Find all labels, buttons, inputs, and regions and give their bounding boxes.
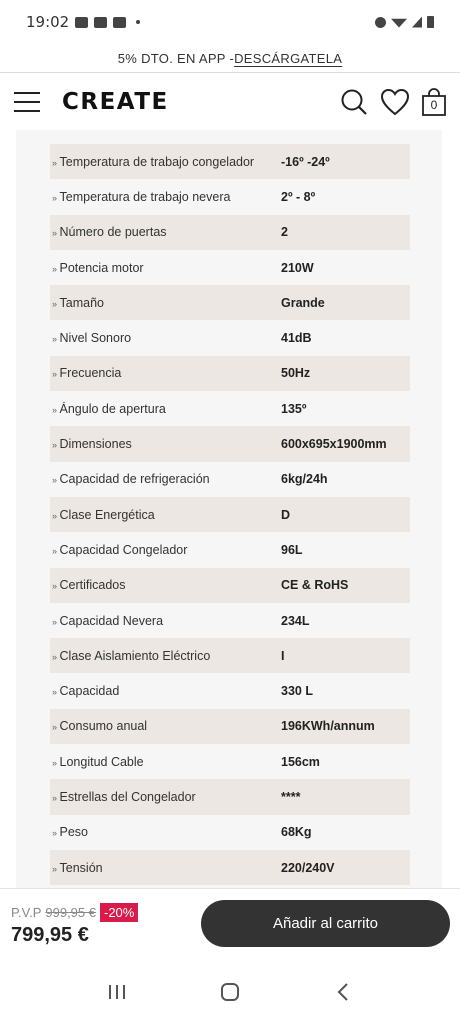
spec-row bbox=[50, 285, 410, 320]
spec-label: » Capacidad Nevera bbox=[50, 614, 281, 628]
spec-label: » Peso bbox=[50, 825, 281, 839]
promo-banner bbox=[0, 44, 460, 73]
spec-value: 2 bbox=[281, 225, 288, 240]
status-left bbox=[26, 13, 140, 31]
spec-row bbox=[50, 568, 410, 603]
gallery-notification-icon bbox=[75, 17, 88, 28]
youtube-notification-icon bbox=[113, 17, 126, 28]
spec-value: I bbox=[281, 648, 285, 663]
back-icon bbox=[336, 982, 350, 1002]
spec-label: » Nivel Sonoro bbox=[50, 331, 281, 345]
spec-label: » Tamaño bbox=[50, 296, 281, 310]
header-actions bbox=[340, 88, 446, 116]
promo-download-link[interactable]: DESCÁRGATELA bbox=[234, 50, 343, 66]
heart-icon[interactable] bbox=[380, 88, 410, 116]
spec-row bbox=[50, 638, 410, 673]
spec-label: » Capacidad bbox=[50, 684, 281, 698]
spec-value: 600x695x1900mm bbox=[281, 437, 387, 452]
spec-label: » Longitud Cable bbox=[50, 755, 281, 769]
status-right bbox=[375, 16, 434, 28]
spec-row bbox=[50, 320, 410, 355]
spec-value: 2º - 8º bbox=[281, 189, 316, 204]
old-price: 999,95 € bbox=[45, 905, 96, 920]
mail-notification-icon bbox=[94, 17, 107, 28]
spec-label: » Temperatura de trabajo nevera bbox=[50, 190, 281, 204]
spec-value: 41dB bbox=[281, 331, 312, 346]
spec-row bbox=[50, 356, 410, 391]
status-bar bbox=[0, 0, 460, 44]
site-header bbox=[0, 74, 460, 130]
back-button[interactable] bbox=[328, 977, 358, 1007]
spec-row bbox=[50, 744, 410, 779]
clock: 19:02 bbox=[26, 13, 70, 31]
spec-row bbox=[50, 426, 410, 461]
alarm-icon bbox=[375, 17, 386, 28]
product-specs-panel bbox=[16, 130, 442, 888]
spec-label: » Capacidad de refrigeración bbox=[50, 472, 281, 486]
spec-label: » Consumo anual bbox=[50, 719, 281, 733]
spec-value: Grande bbox=[281, 295, 325, 310]
battery-icon bbox=[427, 16, 434, 28]
spec-label: » Número de puertas bbox=[50, 225, 281, 239]
spec-row bbox=[50, 250, 410, 285]
spec-label: » Temperatura de trabajo congelador bbox=[50, 155, 281, 169]
signal-icon bbox=[412, 17, 422, 28]
spec-value: 135º bbox=[281, 401, 307, 416]
spec-row bbox=[50, 815, 410, 850]
spec-value: -16º -24º bbox=[281, 154, 330, 169]
spec-label: » Tensión bbox=[50, 861, 281, 875]
spec-row bbox=[50, 391, 410, 426]
spec-row bbox=[50, 779, 410, 814]
spec-label: » Clase Aislamiento Eléctrico bbox=[50, 649, 281, 663]
recent-apps-icon bbox=[107, 983, 127, 1001]
spec-row bbox=[50, 144, 410, 179]
spec-label: » Capacidad Congelador bbox=[50, 543, 281, 557]
spec-row bbox=[50, 497, 410, 532]
specs-table bbox=[50, 144, 410, 885]
spec-row bbox=[50, 179, 410, 214]
spec-label: » Potencia motor bbox=[50, 261, 281, 275]
spec-row bbox=[50, 673, 410, 708]
discount-badge: -20% bbox=[100, 903, 138, 922]
cart-button[interactable] bbox=[422, 88, 446, 116]
spec-value: **** bbox=[281, 789, 301, 804]
spec-value: 50Hz bbox=[281, 366, 311, 381]
spec-label: » Certificados bbox=[50, 578, 281, 592]
search-icon[interactable] bbox=[340, 88, 368, 116]
spec-row bbox=[50, 215, 410, 250]
spec-value: 68Kg bbox=[281, 825, 312, 840]
home-icon bbox=[220, 982, 240, 1002]
system-navigation-bar bbox=[0, 960, 460, 1024]
spec-value: 156cm bbox=[281, 754, 320, 769]
spec-value: 330 L bbox=[281, 684, 313, 699]
spec-label: » Dimensiones bbox=[50, 437, 281, 451]
spec-value: 220/240V bbox=[281, 860, 335, 875]
spec-value: 210W bbox=[281, 260, 314, 275]
spec-value: 234L bbox=[281, 613, 310, 628]
menu-icon[interactable] bbox=[14, 92, 40, 112]
more-notifications-icon bbox=[136, 20, 140, 24]
spec-value: 6kg/24h bbox=[281, 472, 328, 487]
home-button[interactable] bbox=[215, 977, 245, 1007]
brand-logo[interactable]: CREATE bbox=[62, 89, 169, 115]
spec-row bbox=[50, 709, 410, 744]
spec-row bbox=[50, 850, 410, 885]
spec-label: » Estrellas del Congelador bbox=[50, 790, 281, 804]
recent-apps-button[interactable] bbox=[102, 977, 132, 1007]
add-to-cart-button[interactable]: Añadir al carrito bbox=[201, 900, 450, 947]
spec-label: » Clase Energética bbox=[50, 508, 281, 522]
spec-value: CE & RoHS bbox=[281, 578, 349, 593]
spec-value: 196KWh/annum bbox=[281, 719, 375, 734]
cart-count: 0 bbox=[430, 98, 438, 112]
spec-label: » Frecuencia bbox=[50, 366, 281, 380]
purchase-bar bbox=[0, 888, 460, 960]
spec-row bbox=[50, 603, 410, 638]
promo-text: 5% DTO. EN APP - bbox=[117, 50, 235, 66]
spec-label: » Ángulo de apertura bbox=[50, 402, 281, 416]
price-comparison bbox=[11, 903, 138, 922]
current-price: 799,95 € bbox=[11, 924, 89, 946]
spec-row bbox=[50, 462, 410, 497]
pvp-label: P.V.P bbox=[11, 905, 42, 920]
spec-value: D bbox=[281, 507, 291, 522]
wifi-icon bbox=[391, 17, 407, 28]
spec-value: 96L bbox=[281, 542, 303, 557]
spec-row bbox=[50, 532, 410, 567]
